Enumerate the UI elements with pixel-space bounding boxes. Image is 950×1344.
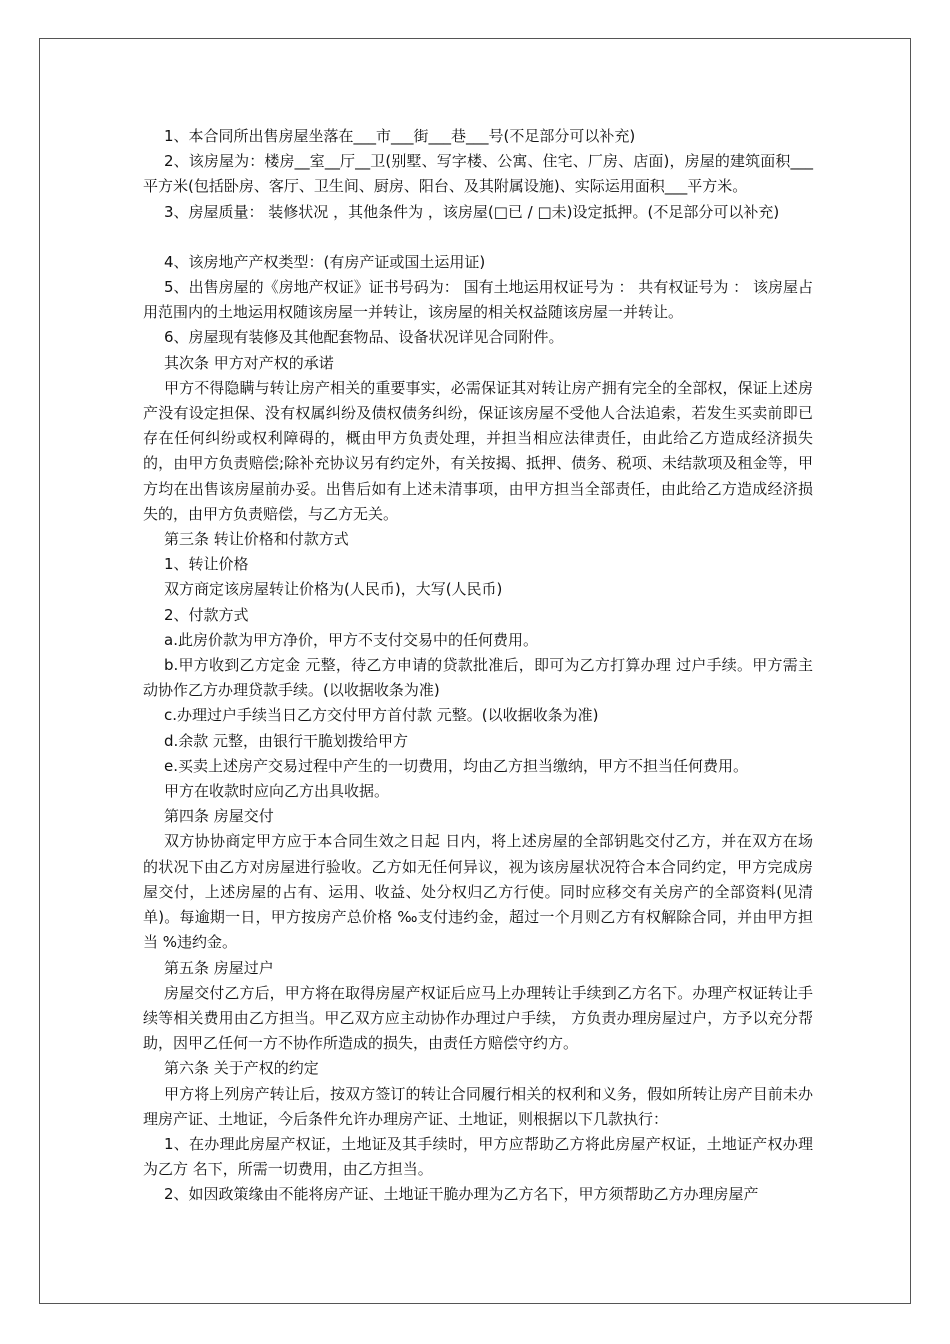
payment-item-c: c.办理过户手续当日乙方交付甲方首付款 元整。(以收据收条为准) xyxy=(164,706,599,725)
payment-item-b: b.甲方收到乙方定金 元整，待乙方申请的贷款批准后，即可为乙方打算办理 过户手续。甲方需主动协作乙方办理贷款手续。(以收据收条为准) xyxy=(143,656,813,700)
article-2-body: 甲方不得隐瞒与转让房产相关的重要事实，必需保证其对转让房产拥有完全的全部权，保证上述房产没有设定担保、没有权属纠纷及债权债务纠纷，保证该房屋不受他人合法追索，若发生买卖前即已存在任何纠纷或权利障碍的，概由甲方负责处理，并担当相应法律责任，由此给乙方造成经济损失的，由甲方负责赔偿;除补充协议另有约定外，有关按揭、抵押、债务、税项、未结款项及租金等，甲方均在出售该房屋前办妥。出售后如有上述未清事项，由甲方担当全部责任，由此给乙方造成经济损失的，由甲方负责赔偿，与乙方无关。 xyxy=(143,378,813,523)
payment-item-a: a.此房价款为甲方净价，甲方不支付交易中的任何费用。 xyxy=(164,630,538,649)
subheading-payment: 2、付款方式 xyxy=(164,605,249,624)
clause-quality: 3、房屋质量： 装修状况 ，其他条件为 ，该房屋(□已 / □未)设定抵押。(不足部分可以补充) xyxy=(164,202,780,221)
clause-certificate: 5、出售房屋的《房地产权证》证书号码为： 国有土地运用权证号为 ： 共有权证号为 ： 该房屋占用范围内的土地运用权随该房屋一并转让，该房屋的相关权益随该房屋一并转让。 xyxy=(143,278,813,322)
article-4-body: 双方协协商定甲方应于本合同生效之日起 日内，将上述房屋的全部钥匙交付乙方，并在双方在场的状况下由乙方对房屋进行验收。乙方如无任何异议，视为该房屋状况符合本合同约定，甲方完成房屋交付，上述房屋的占有、运用、收益、处分权归乙方行使。同时应移交有关房产的全部资料(见清单)。每逾期一日，甲方按房产总价格 ‰支付违约金，超过一个月则乙方有权解除合同，并由甲方担当 %违约金。 xyxy=(143,832,813,952)
subheading-price: 1、转让价格 xyxy=(164,555,249,574)
clause-property-type: 4、该房地产产权类型：(有房产证或国土运用证) xyxy=(164,252,486,271)
price-text: 双方商定该房屋转让价格为(人民币)，大写(人民币) xyxy=(164,580,503,599)
clause-location: 1、本合同所出售房屋坐落在___市___街___巷___号(不足部分可以补充) xyxy=(164,127,636,145)
payment-item-d: d.余款 元整，由银行干脆划拨给甲方 xyxy=(164,731,409,750)
article-3-heading: 第三条 转让价格和付款方式 xyxy=(164,530,349,549)
article-6-item-2: 2、如因政策缘由不能将房产证、土地证干脆办理为乙方名下，甲方须帮助乙方办理房屋产 xyxy=(164,1185,759,1204)
clause-house-type: 2、该房屋为：楼房__室__厅__卫(别墅、写字楼、公寓、住宅、厂房、店面)，房屋的建筑面积___平方米(包括卧房、客厅、卫生间、厨房、阳台、及其附属设施)、实际运用面积___平方米。 xyxy=(143,152,813,196)
article-6-item-1: 1、在办理此房屋产权证，土地证及其手续时，甲方应帮助乙方将此房屋产权证，土地证产权办理为乙方 名下，所需一切费用，由乙方担当。 xyxy=(143,1134,813,1179)
article-2-heading: 其次条 甲方对产权的承诺 xyxy=(164,353,334,372)
article-6-heading: 第六条 关于产权的约定 xyxy=(164,1059,319,1078)
contract-body xyxy=(143,124,813,1208)
article-5-body: 房屋交付乙方后，甲方将在取得房屋产权证后应马上办理转让手续到乙方名下。办理产权证转让手续等相关费用由乙方担当。甲乙双方应主动协作办理过户手续， 方负责办理房屋过户，方予以充分帮助，因甲乙任何一方不协作所造成的损失，由责任方赔偿守约方。 xyxy=(143,983,813,1053)
article-6-body: 甲方将上列房产转让后，按双方签订的转让合同履行相关的权利和义务，假如所转让房产目前未办理房产证、土地证，今后条件允许办理房产证、土地证，则根据以下几款执行： xyxy=(143,1084,813,1128)
receipt-text: 甲方在收款时应向乙方出具收据。 xyxy=(164,782,390,801)
payment-item-e: e.买卖上述房产交易过程中产生的一切费用，均由乙方担当缴纳，甲方不担当任何费用。 xyxy=(164,756,749,775)
article-4-heading: 第四条 房屋交付 xyxy=(164,807,274,826)
clause-decoration: 6、房屋现有装修及其他配套物品、设备状况详见合同附件。 xyxy=(164,328,564,347)
article-5-heading: 第五条 房屋过户 xyxy=(164,958,274,977)
blank-line xyxy=(143,225,813,250)
